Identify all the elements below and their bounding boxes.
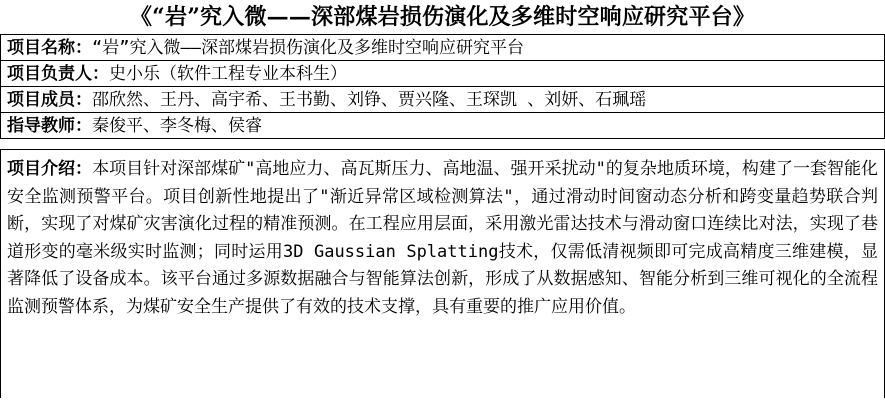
project-leader-label: 项目负责人： — [7, 64, 109, 84]
introduction-label: 项目介绍： — [7, 159, 93, 179]
project-members-row — [1, 87, 884, 113]
project-members-value: 邵欣然、王丹、高宇希、王书勤、刘铮、贾兴隆、王琛凯 、刘妍、石珮瑶 — [92, 90, 647, 110]
project-name-value: “岩”究入微——深部煤岩损伤演化及多维时空响应研究平台 — [92, 38, 524, 58]
document-title: 《“岩”究入微——深部煤岩损伤演化及多维时空响应研究平台》 — [129, 4, 756, 30]
project-name-row — [1, 35, 884, 61]
section-gap — [0, 139, 885, 149]
project-members-label: 项目成员： — [7, 90, 92, 110]
project-leader-value: 史小乐（软件工程专业本科生） — [109, 64, 347, 84]
advisors-row — [1, 113, 884, 139]
introduction-text: 本项目针对深部煤矿"高地应力、高瓦斯压力、高地温、强开采扰动"的复杂地质环境，构建了一套智能化安全监测预警平台。项目创新性地提出了"渐近异常区域检测算法"，通过滑动时间窗动态分析和跨变量趋势联合判断，实现了对煤矿灾害演化过程的精准预测。在工程应用层面，采用激光雷达技术与滑动窗口连续比对法，实现了巷道形变的毫米级实时监测；同时运用3D Gaussian Splatting技术，仅需低清视频即可完成高精度三维建模，显著降低了设备成本。该平台通过多源数据融合与智能算法创新，形成了从数据感知、智能分析到三维可视化的全流程监测预警体系，为煤矿安全生产提供了有效的技术支撑，具有重要的推广应用价值。 — [7, 159, 879, 317]
advisors-label: 指导教师： — [7, 116, 92, 136]
project-name-label: 项目名称： — [7, 38, 92, 58]
project-introduction — [0, 149, 885, 398]
advisors-value: 秦俊平、李冬梅、侯睿 — [92, 116, 262, 136]
project-info-table — [0, 34, 885, 139]
project-leader-row — [1, 61, 884, 87]
